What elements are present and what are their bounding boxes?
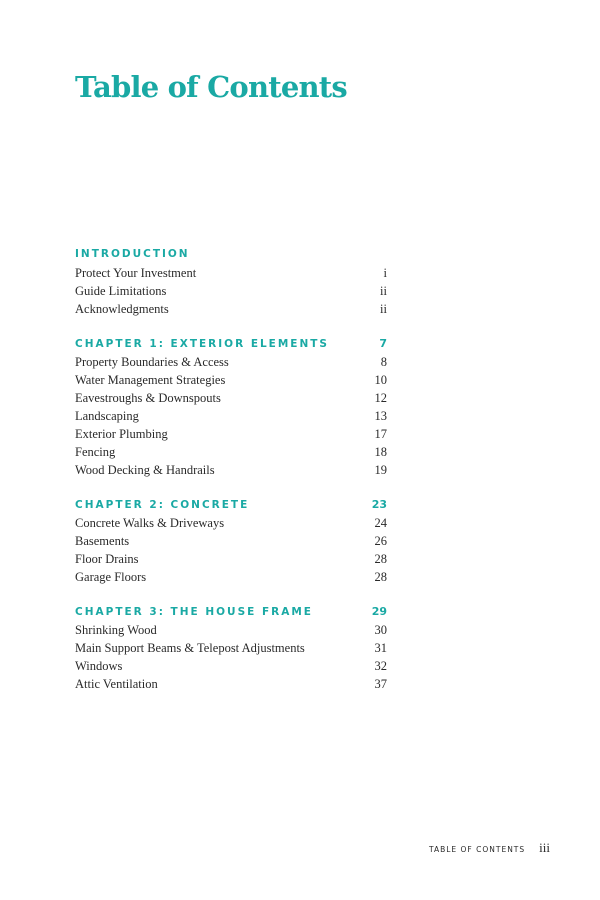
toc-entry[interactable] — [75, 355, 387, 373]
toc-entry[interactable] — [75, 534, 387, 552]
toc-entry-page: ii — [380, 284, 387, 298]
toc-entry-label: Protect Your Investment — [75, 266, 197, 280]
toc-entry-page: 32 — [374, 659, 387, 673]
toc-entry[interactable] — [75, 427, 387, 445]
toc-entry-page: 28 — [374, 552, 387, 566]
section-heading-label: INTRODUCTION — [75, 248, 190, 260]
toc-entry-label: Fencing — [75, 445, 116, 459]
toc-section-introduction — [75, 248, 387, 320]
toc-entry-label: Wood Decking & Handrails — [75, 463, 215, 477]
toc-entry-label: Acknowledgments — [75, 302, 169, 316]
toc-entry-label: Eavestroughs & Downspouts — [75, 391, 221, 405]
section-heading — [75, 248, 387, 266]
toc-entry-page: 28 — [374, 570, 387, 584]
toc-entry[interactable] — [75, 266, 387, 284]
page-title: Table of Contents — [75, 70, 347, 104]
toc-entry-label: Main Support Beams & Telepost Adjustments — [75, 641, 305, 655]
toc-section-chapter-2 — [75, 498, 387, 588]
toc-entry-page: 10 — [374, 373, 387, 387]
toc-entry-page: ii — [380, 302, 387, 316]
toc-entry-label: Windows — [75, 659, 123, 673]
section-heading-page: 29 — [371, 605, 387, 618]
section-heading — [75, 498, 387, 516]
toc-entry[interactable] — [75, 373, 387, 391]
toc-entry-label: Water Management Strategies — [75, 373, 226, 387]
section-heading — [75, 337, 387, 355]
toc-entry[interactable] — [75, 463, 387, 481]
toc-list — [75, 248, 387, 712]
toc-entry-page: 13 — [374, 409, 387, 423]
toc-entry[interactable] — [75, 284, 387, 302]
toc-section-chapter-1 — [75, 337, 387, 481]
toc-entry-page: 30 — [374, 623, 387, 637]
section-heading-label: CHAPTER 2: CONCRETE — [75, 499, 250, 511]
toc-entry-label: Guide Limitations — [75, 284, 167, 298]
toc-entry-label: Shrinking Wood — [75, 623, 157, 637]
toc-entry-page: 31 — [374, 641, 387, 655]
toc-entry[interactable] — [75, 659, 387, 677]
toc-entry-label: Attic Ventilation — [75, 677, 158, 691]
toc-entry[interactable] — [75, 641, 387, 659]
toc-entry[interactable] — [75, 516, 387, 534]
toc-entry-label: Concrete Walks & Driveways — [75, 516, 225, 530]
toc-entry-label: Garage Floors — [75, 570, 147, 584]
toc-entry-label: Property Boundaries & Access — [75, 355, 229, 369]
toc-entry-page: 19 — [374, 463, 387, 477]
section-heading-label: CHAPTER 3: THE HOUSE FRAME — [75, 606, 313, 618]
toc-entry-page: 12 — [374, 391, 387, 405]
toc-entry-page: 18 — [374, 445, 387, 459]
page-footer — [429, 840, 550, 856]
toc-entry-label: Basements — [75, 534, 130, 548]
footer-label: TABLE OF CONTENTS — [428, 845, 526, 854]
toc-entry[interactable] — [75, 623, 387, 641]
toc-entry-page: i — [383, 266, 387, 280]
toc-entry[interactable] — [75, 677, 387, 695]
section-heading-label: CHAPTER 1: EXTERIOR ELEMENTS — [75, 338, 329, 350]
toc-entry-page: 26 — [374, 534, 387, 548]
toc-entry-label: Landscaping — [75, 409, 139, 423]
toc-entry[interactable] — [75, 445, 387, 463]
section-heading-page: 7 — [379, 337, 387, 350]
toc-section-chapter-3 — [75, 605, 387, 695]
toc-entry-page: 17 — [374, 427, 387, 441]
toc-entry-page: 24 — [374, 516, 387, 530]
section-heading-page: 23 — [371, 498, 387, 511]
section-heading — [75, 605, 387, 623]
toc-entry[interactable] — [75, 409, 387, 427]
toc-entry[interactable] — [75, 570, 387, 588]
toc-entry-page: 8 — [380, 355, 387, 369]
toc-entry[interactable] — [75, 391, 387, 409]
toc-entry-page: 37 — [374, 677, 387, 691]
footer-page-number: iii — [539, 840, 550, 855]
toc-entry[interactable] — [75, 302, 387, 320]
toc-entry[interactable] — [75, 552, 387, 570]
toc-entry-label: Exterior Plumbing — [75, 427, 168, 441]
toc-entry-label: Floor Drains — [75, 552, 139, 566]
